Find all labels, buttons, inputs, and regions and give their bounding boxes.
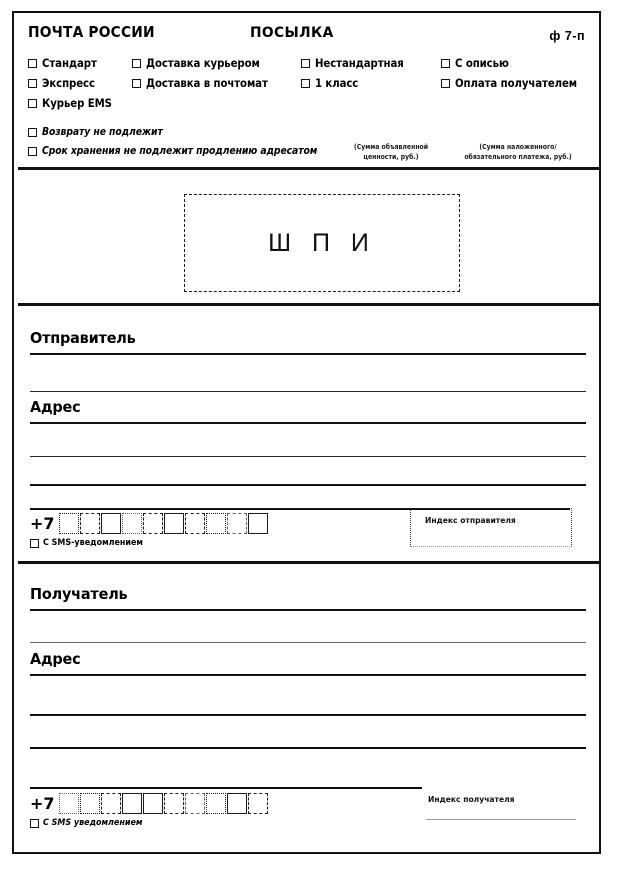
checkbox-no-storage-extension[interactable] <box>28 147 37 156</box>
option-label: Курьер EMS <box>42 97 112 110</box>
option-first-class[interactable] <box>301 77 363 90</box>
checkbox-first-class[interactable] <box>301 79 310 88</box>
cod-payment-caption-line2: обязательного платежа, руб.) <box>464 152 572 161</box>
receiver-phone-digit-5[interactable] <box>143 793 163 814</box>
receiver-index-label: Индекс получателя <box>428 795 515 804</box>
receiver-phone-digit-4[interactable] <box>122 793 142 814</box>
checkbox-no-return[interactable] <box>28 128 37 137</box>
checkbox-courier-ems[interactable] <box>28 99 37 108</box>
sender-phone-digit-3[interactable] <box>101 513 121 534</box>
receiver-phone-digit-8[interactable] <box>206 793 226 814</box>
tracking-number-label: Ш П И <box>268 229 376 257</box>
receiver-address-line-1[interactable] <box>30 674 586 676</box>
sender-index-label: Индекс отправителя <box>425 516 516 525</box>
receiver-phone-top-rule <box>30 787 422 789</box>
option-label: Доставка курьером <box>146 57 260 70</box>
sender-phone-digit-4[interactable] <box>122 513 142 534</box>
option-label: Оплата получателем <box>455 77 578 90</box>
sender-address-line-1[interactable] <box>30 422 586 424</box>
receiver-phone-digit-3[interactable] <box>101 793 121 814</box>
option-label: Нестандартная <box>315 57 404 70</box>
option-label: Срок хранения не подлежит продлению адресатом <box>42 145 318 157</box>
option-label: С описью <box>455 57 509 70</box>
receiver-phone-group[interactable] <box>30 793 269 814</box>
option-no-storage-extension[interactable] <box>28 145 348 157</box>
option-courier-delivery[interactable] <box>132 57 272 70</box>
page-title: ПОСЫЛКА <box>250 25 334 41</box>
option-no-return[interactable] <box>28 126 176 138</box>
option-with-inventory[interactable] <box>441 57 515 70</box>
brand-title: ПОЧТА РОССИИ <box>28 23 155 41</box>
sender-phone-digit-7[interactable] <box>185 513 205 534</box>
option-standard[interactable] <box>28 57 103 70</box>
form-code: ф 7-п <box>549 29 585 43</box>
sender-phone-digit-9[interactable] <box>227 513 247 534</box>
receiver-phone-digit-1[interactable] <box>59 793 79 814</box>
receiver-address-label: Адрес <box>30 650 81 668</box>
receiver-sms-option[interactable] <box>30 818 150 828</box>
receiver-name-line-2[interactable] <box>30 642 586 643</box>
option-label: 1 класс <box>315 77 359 90</box>
receiver-sms-label: С SMS уведомлением <box>43 818 143 828</box>
checkbox-receiver-sms[interactable] <box>30 819 39 828</box>
declared-value-caption-line1: (Сумма объявленной <box>353 143 429 151</box>
receiver-address-line-3[interactable] <box>30 747 586 749</box>
receiver-phone-digit-6[interactable] <box>164 793 184 814</box>
sender-phone-digit-10[interactable] <box>248 513 268 534</box>
sender-name-line[interactable] <box>30 353 586 355</box>
postal-form-sheet <box>12 11 601 854</box>
declared-value-caption <box>340 143 442 162</box>
receiver-phone-digit-7[interactable] <box>185 793 205 814</box>
receiver-phone-digit-10[interactable] <box>248 793 268 814</box>
option-label: Доставка в почтомат <box>146 77 268 90</box>
checkbox-express[interactable] <box>28 79 37 88</box>
sender-address-line-2[interactable] <box>30 456 586 457</box>
receiver-name-line[interactable] <box>30 609 586 611</box>
sender-phone-digit-1[interactable] <box>59 513 79 534</box>
receiver-phone-digit-9[interactable] <box>227 793 247 814</box>
checkbox-with-inventory[interactable] <box>441 59 450 68</box>
sender-address-label: Адрес <box>30 398 81 416</box>
checkbox-sender-sms[interactable] <box>30 539 39 548</box>
divider-header <box>18 167 599 170</box>
sender-name-label: Отправитель <box>30 329 136 347</box>
divider-sender-receiver <box>18 561 599 564</box>
checkbox-courier-delivery[interactable] <box>132 59 141 68</box>
checkbox-parcel-locker[interactable] <box>132 79 141 88</box>
receiver-address-line-2[interactable] <box>30 714 586 716</box>
sender-phone-digit-8[interactable] <box>206 513 226 534</box>
cod-payment-caption <box>453 143 583 162</box>
receiver-phone-prefix: +7 <box>30 794 55 813</box>
cod-payment-caption-line1: (Сумма наложенного/ <box>479 143 557 151</box>
sender-phone-digit-6[interactable] <box>164 513 184 534</box>
sender-address-line-3[interactable] <box>30 484 586 486</box>
sender-phone-prefix: +7 <box>30 514 55 533</box>
receiver-index-line[interactable] <box>426 819 576 820</box>
option-payment-by-receiver[interactable] <box>441 77 591 90</box>
sender-phone-digit-5[interactable] <box>143 513 163 534</box>
checkbox-standard[interactable] <box>28 59 37 68</box>
sender-name-line-2[interactable] <box>30 391 586 392</box>
checkbox-nonstandard[interactable] <box>301 59 310 68</box>
option-label: Возврату не подлежит <box>42 126 163 138</box>
receiver-phone-digit-2[interactable] <box>80 793 100 814</box>
sender-sms-option[interactable] <box>30 538 150 548</box>
divider-shpi <box>18 303 599 306</box>
receiver-name-label: Получатель <box>30 585 128 603</box>
option-parcel-locker[interactable] <box>132 77 281 90</box>
option-label: Стандарт <box>42 57 97 70</box>
sender-phone-group[interactable] <box>30 513 269 534</box>
tracking-number-box[interactable] <box>184 194 460 292</box>
checkbox-payment-by-receiver[interactable] <box>441 79 450 88</box>
sender-index-box[interactable] <box>410 508 572 547</box>
option-courier-ems[interactable] <box>28 97 120 110</box>
option-nonstandard[interactable] <box>301 57 414 70</box>
sender-sms-label: С SMS-уведомлением <box>43 538 143 548</box>
option-express[interactable] <box>28 77 101 90</box>
option-label: Экспресс <box>42 77 95 90</box>
sender-phone-digit-2[interactable] <box>80 513 100 534</box>
declared-value-caption-line2: ценности, руб.) <box>363 152 419 161</box>
